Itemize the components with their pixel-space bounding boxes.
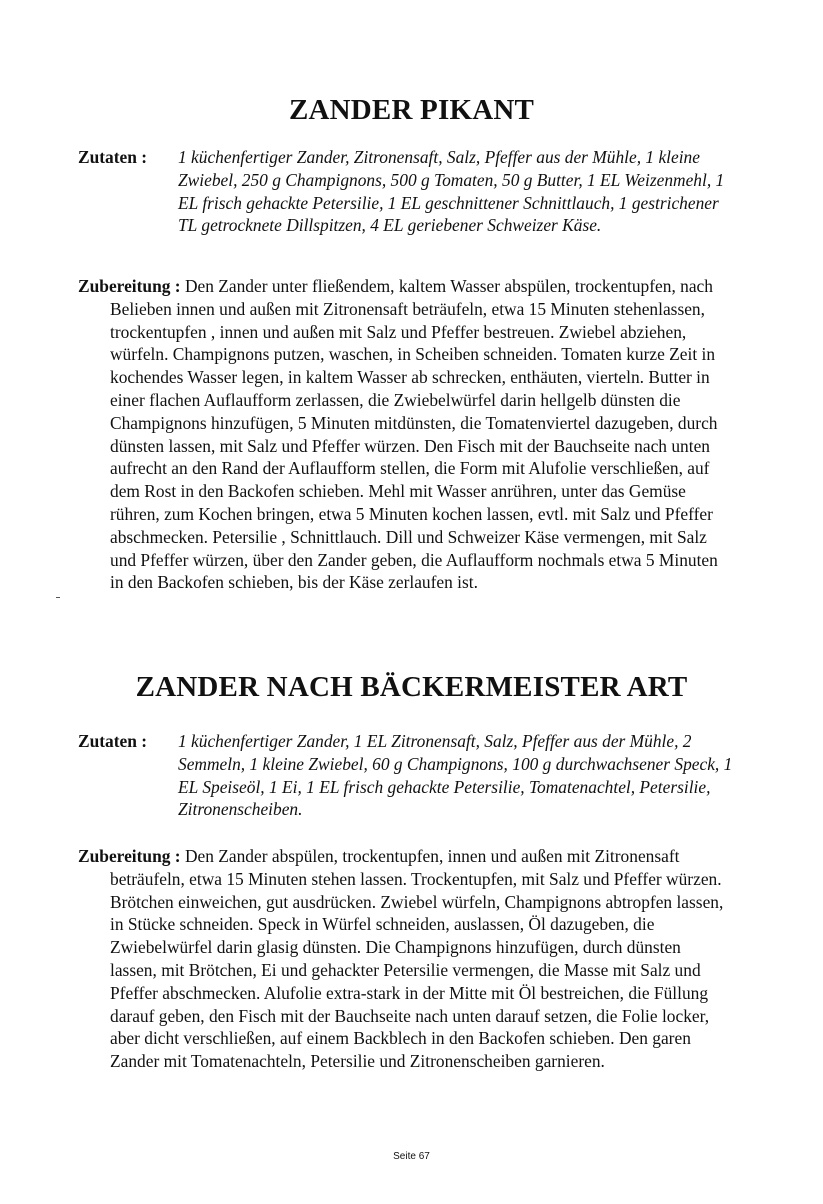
ingredients-text: 1 küchenfertiger Zander, Zitronensaft, Salz, Pfeffer aus der Mühle, 1 kleine Zwiebel, 250 g Champignons, 500 g Tomaten, 50 g Butter, 1 EL Weizenmehl, 1 EL frisch gehackte Petersilie, 1 EL geschnittener Schnittlauch, 1 gestrichener TL getrocknete Dillspitzen, 4 EL geriebener Schweizer Käse. xyxy=(178,147,725,236)
scan-speck xyxy=(56,597,60,598)
preparation-label: Zubereitung : xyxy=(78,846,181,866)
ingredients-label: Zutaten : xyxy=(78,147,148,167)
preparation-paragraph xyxy=(78,275,728,594)
page-number: Seite 67 xyxy=(393,1151,430,1162)
preparation-paragraph xyxy=(78,845,728,1073)
ingredients-text: 1 küchenfertiger Zander, 1 EL Zitronensaft, Salz, Pfeffer aus der Mühle, 2 Semmeln, 1 kleine Zwiebel, 60 g Champignons, 100 g durchwachsener Speck, 1 EL Speiseöl, 1 Ei, 1 EL frisch gehackte Petersilie, Tomatenachtel, Petersilie, Zitronenscheiben. xyxy=(178,731,733,820)
preparation-label: Zubereitung : xyxy=(78,276,181,296)
preparation-text: Den Zander abspülen, trockentupfen, innen und außen mit Zitronensaft beträufeln, etwa 15 Minuten stehen lassen. Trockentupfen, mit Salz und Pfeffer würzen. Brötchen einweichen, gut ausdrücken. Zwiebel würfeln, Champignons abtropfen lassen, in Stücke schneiden. Speck in Würfel schneiden, auslassen, Öl dazugeben, die Zwiebelwürfel darin glasig dünsten. Die Champignons hinzufügen, durch dünsten lassen, mit Brötchen, Ei und gehackter Petersilie vermengen, die Masse mit Salz und Pfeffer abschmecken. Alufolie extra-stark in der Mitte mit Öl bestreichen, die Füllung darauf geben, den Fisch mit der Bauchseite nach unten darauf setzen, die Folie locker, aber dicht verschließen, auf einem Backblech in den Backofen schieben. Den garen Zander mit Tomatenachteln, Petersilie und Zitronenscheiben garnieren. xyxy=(110,846,724,1072)
preparation-section xyxy=(78,845,728,1073)
preparation-text: Den Zander unter fließendem, kaltem Wasser abspülen, trockentupfen, nach Belieben innen und außen mit Zitronensaft beträufeln, etwa 15 Minuten stehenlassen, trockentupfen , innen und außen mit Salz und Pfeffer bestreuen. Zwiebel abziehen, würfeln. Champignons putzen, waschen, in Scheiben schneiden. Tomaten kurze Zeit in kochendes Wasser legen, in kaltem Wasser ab schrecken, enthäuten, vierteln. Butter in einer flachen Auflaufform zerlassen, die Zwiebelwürfel darin hellgelb dünsten die Champignons hinzufügen, 5 Minuten mitdünsten, die Tomatenviertel dazugeben, durch dünsten lassen, mit Salz und Pfeffer würzen. Den Fisch mit der Bauchseite nach unten aufrecht an den Rand der Auflaufform stellen, die Form mit Alufolie verschließen, auf dem Rost in den Backofen schieben. Mehl mit Wasser anrühren, unter das Gemüse rühren, zum Kochen bringen, etwa 5 Minuten kochen lassen, evtl. mit Salz und Pfeffer abschmecken. Petersilie , Schnittlauch. Dill und Schweizer Käse vermengen, mit Salz und Pfeffer würzen, über den Zander geben, die Auflaufform nochmals etwa 5 Minuten in den Backofen schieben, bis der Käse zerlaufen ist. xyxy=(110,276,718,593)
preparation-section xyxy=(78,275,728,594)
ingredients-label: Zutaten : xyxy=(78,731,148,751)
recipe-title: ZANDER NACH BÄCKERMEISTER ART xyxy=(135,671,688,703)
recipe-title: ZANDER PIKANT xyxy=(288,94,535,126)
